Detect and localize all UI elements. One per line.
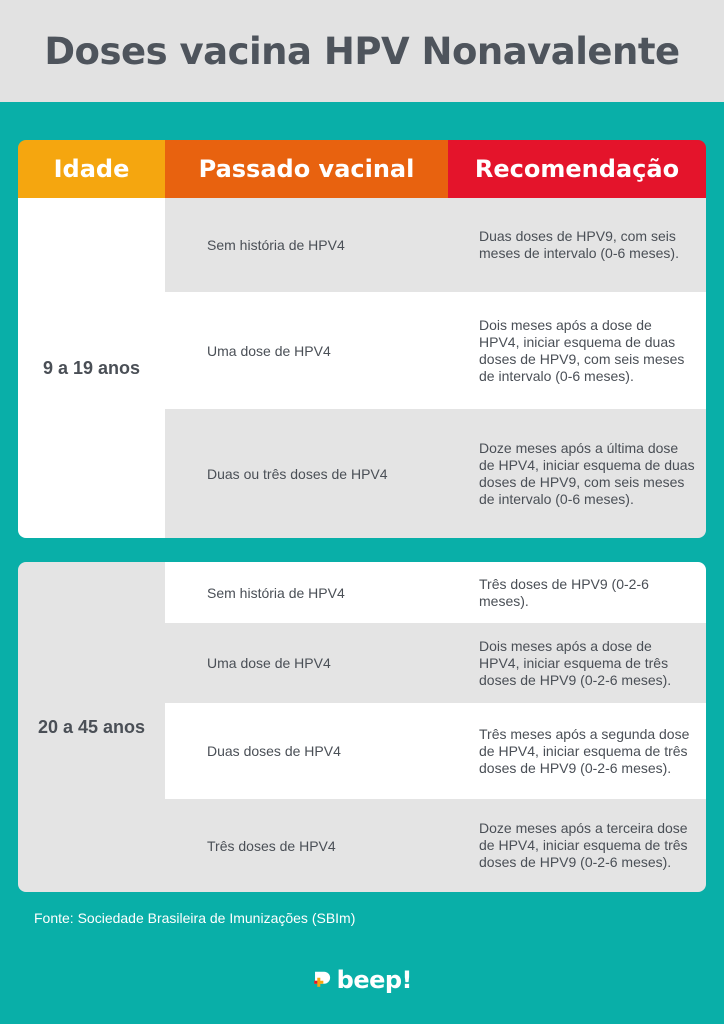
recomendacao-cell: Doze meses após a terceira dose de HPV4, iniciar esquema de três doses de HPV9 (0-2-6 meses).: [479, 820, 688, 870]
age-cell: 20 a 45 anos: [18, 562, 165, 892]
passado-cell: Duas doses de HPV4: [207, 743, 341, 759]
column-header-passado-vacinal: Passado vacinal: [165, 140, 448, 198]
page-title: Doses vacina HPV Nonavalente: [44, 29, 680, 73]
logo-text: beep!: [336, 966, 412, 994]
passado-cell: Uma dose de HPV4: [207, 342, 331, 359]
recomendacao-cell: Dois meses após a dose de HPV4, iniciar esquema de três doses de HPV9 (0-2-6 meses).: [479, 637, 672, 688]
passado-cell: Uma dose de HPV4: [207, 655, 331, 671]
age-cell: 9 a 19 anos: [18, 198, 165, 538]
recomendacao-cell: Doze meses após a última dose de HPV4, iniciar esquema de duas doses de HPV9, com seis meses de intervalo (0-6 meses).: [479, 439, 695, 507]
recomendacao-cell: Duas doses de HPV9, com seis meses de intervalo (0-6 meses).: [479, 228, 679, 261]
recomendacao-cell: Dois meses após a dose de HPV4, iniciar esquema de duas doses de HPV9, com seis meses de intervalo (0-6 meses).: [479, 316, 685, 384]
table-row: [165, 703, 706, 799]
passado-cell: Sem história de HPV4: [207, 584, 345, 601]
source-note: Fonte: Sociedade Brasileira de Imunizações (SBIm): [34, 910, 356, 926]
table-row: [165, 292, 706, 409]
table-row: [165, 623, 706, 703]
table-row: [165, 198, 706, 292]
column-header-idade: Idade: [18, 140, 165, 198]
medical-cross-icon: [312, 965, 335, 995]
recomendacao-cell: Três meses após a segunda dose de HPV4, iniciar esquema de três doses de HPV9 (0-2-6 meses).: [479, 725, 690, 776]
title-banner: [0, 0, 724, 102]
table-group-20-45: [18, 562, 706, 892]
table-row: [165, 409, 706, 538]
recomendacao-cell: Três doses de HPV9 (0-2-6 meses).: [479, 575, 649, 609]
table-row: [165, 562, 706, 623]
column-header-recomendacao: Recomendação: [448, 140, 706, 198]
table-row: [165, 799, 706, 892]
passado-cell: Duas ou três doses de HPV4: [207, 465, 388, 482]
table-group-9-19: [18, 198, 706, 538]
passado-cell: Três doses de HPV4: [207, 837, 336, 854]
passado-cell: Sem história de HPV4: [207, 237, 345, 253]
beep-logo: [312, 962, 412, 998]
